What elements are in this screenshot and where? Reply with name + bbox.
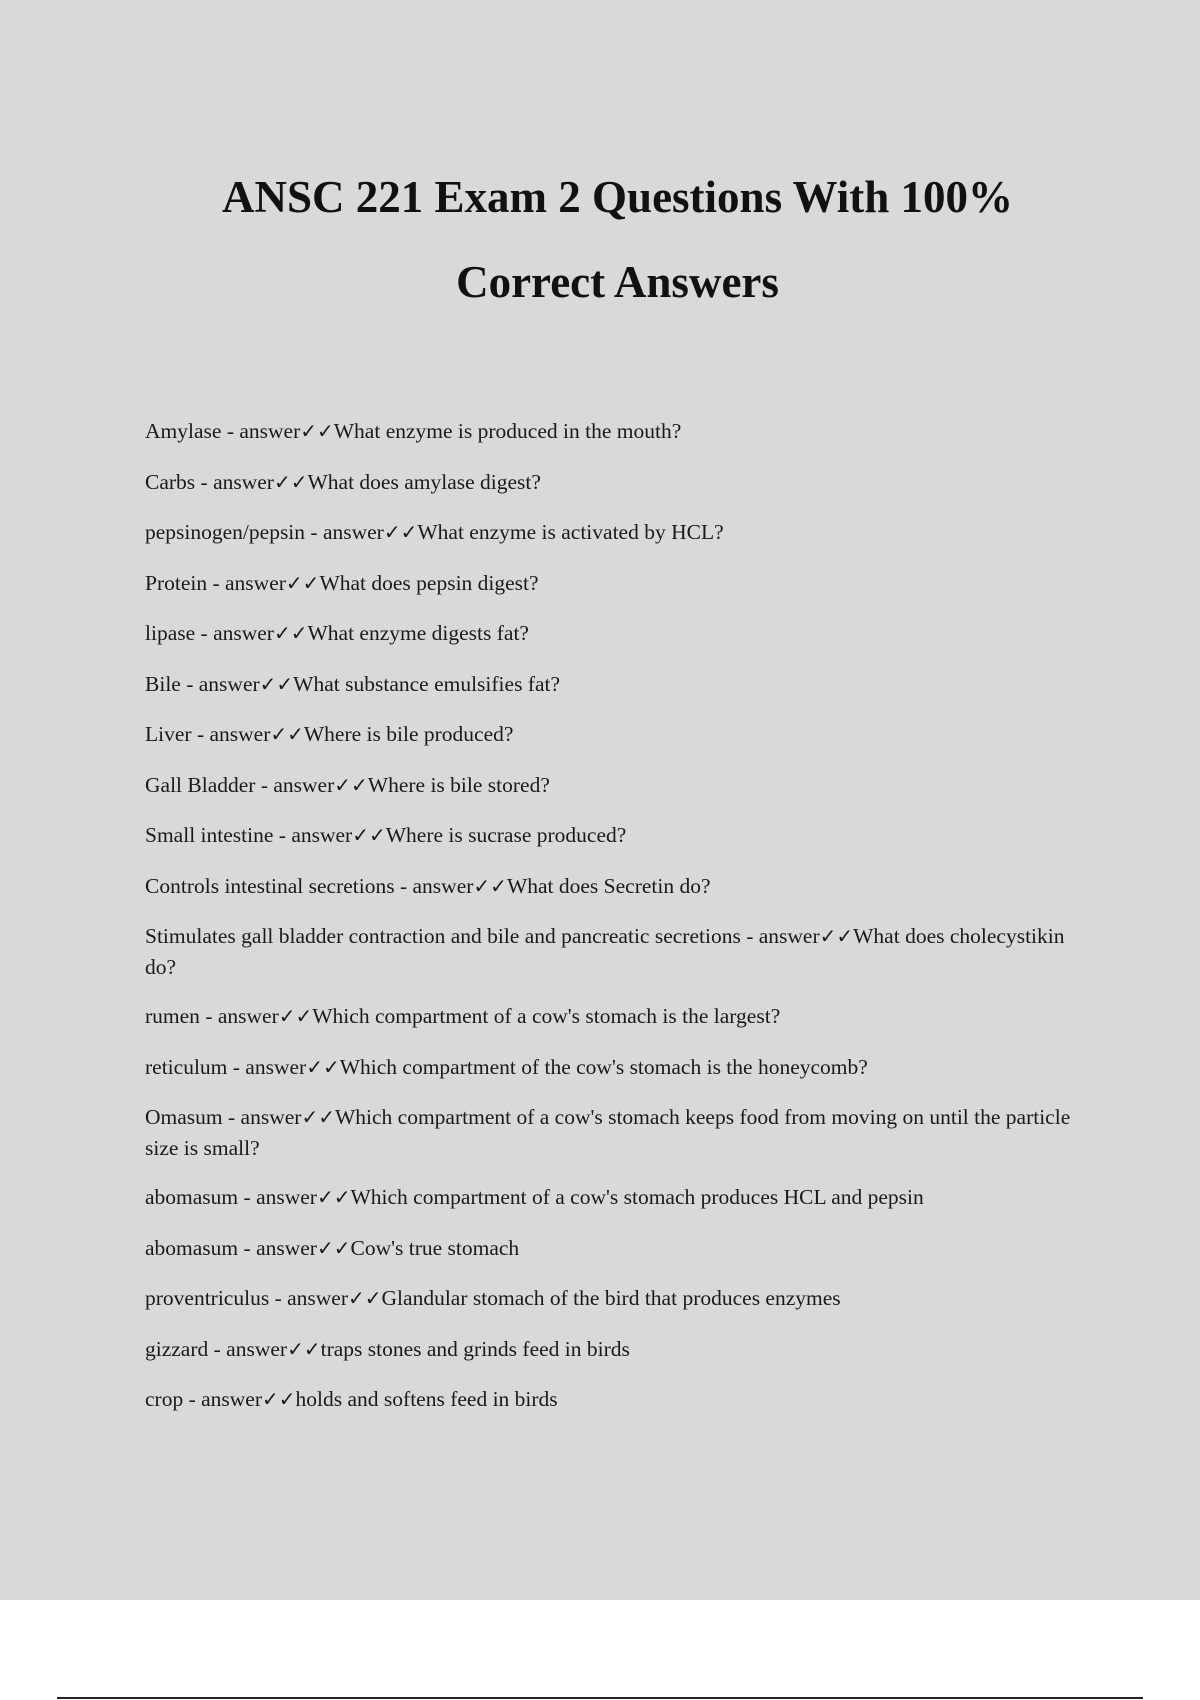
list-item xyxy=(145,1384,1080,1415)
question-text: What enzyme digests fat? xyxy=(307,621,529,645)
checkmark-icon: ✓✓ xyxy=(819,924,854,948)
checkmark-icon: ✓✓ xyxy=(383,520,418,544)
answer-text: Bile xyxy=(145,671,181,696)
answer-text: Liver xyxy=(145,722,192,746)
answer-text: Omasum xyxy=(145,1105,223,1129)
answer-separator: - answer xyxy=(227,1054,307,1079)
answer-text: Amylase xyxy=(145,419,222,443)
checkmark-icon: ✓✓ xyxy=(306,1054,340,1079)
list-item xyxy=(145,1233,1080,1264)
title-line-2: Correct Answers xyxy=(456,257,779,307)
checkmark-icon: ✓✓ xyxy=(273,469,308,494)
answer-separator: - answer xyxy=(273,823,353,847)
checkmark-icon: ✓✓ xyxy=(316,1235,351,1260)
checkmark-icon: ✓✓ xyxy=(270,722,304,746)
question-text: What does Secretin do? xyxy=(506,873,711,898)
answer-text: gizzard xyxy=(145,1336,209,1361)
question-text: What does cholecystikin do? xyxy=(145,924,1065,979)
list-item xyxy=(145,1182,1080,1213)
question-text: Where is sucrase produced? xyxy=(385,823,627,847)
list-item xyxy=(145,921,1080,983)
question-text: Which compartment of the cow's stomach is the honeycomb? xyxy=(339,1054,868,1079)
question-text: traps stones and grinds feed in birds xyxy=(320,1336,630,1361)
question-text: What enzyme is activated by HCL? xyxy=(417,520,724,544)
checkmark-icon: ✓✓ xyxy=(301,1105,335,1129)
checkmark-icon: ✓✓ xyxy=(334,772,368,797)
question-text: What enzyme is produced in the mouth? xyxy=(333,419,682,443)
answer-text: abomasum xyxy=(145,1235,239,1260)
title-line-1: ANSC 221 Exam 2 Questions With 100% xyxy=(222,172,1013,222)
list-item xyxy=(145,669,1080,700)
answer-separator: - answer xyxy=(238,1185,317,1209)
answer-text: Stimulates gall bladder contraction and bile and pancreatic secretions xyxy=(145,924,741,948)
list-item xyxy=(145,618,1080,649)
list-item xyxy=(145,517,1080,548)
answer-text: reticulum xyxy=(145,1054,228,1079)
answer-text: Protein xyxy=(145,570,208,595)
list-item xyxy=(145,568,1080,599)
list-item xyxy=(145,1102,1080,1164)
answer-text: abomasum xyxy=(145,1185,239,1209)
answer-text: proventriculus xyxy=(145,1286,270,1310)
question-text: Where is bile stored? xyxy=(367,772,550,797)
answer-separator: - answer xyxy=(183,1387,263,1411)
list-item xyxy=(145,770,1080,801)
answer-separator: - answer xyxy=(305,520,384,544)
checkmark-icon: ✓✓ xyxy=(259,671,294,696)
question-text: What does pepsin digest? xyxy=(319,570,539,595)
question-text: Glandular stomach of the bird that produces enzymes xyxy=(381,1286,841,1310)
answer-separator: - answer xyxy=(191,722,271,746)
answer-separator: - answer xyxy=(208,1336,288,1361)
answer-text: Controls intestinal secretions xyxy=(145,873,395,898)
answer-separator: - answer xyxy=(195,621,274,645)
question-text: What substance emulsifies fat? xyxy=(293,671,561,696)
answer-text: Carbs xyxy=(145,469,196,494)
answer-separator: - answer xyxy=(199,1004,279,1028)
answer-separator: - answer xyxy=(195,469,274,494)
checkmark-icon: ✓✓ xyxy=(278,1004,313,1028)
question-text: holds and softens feed in birds xyxy=(295,1387,558,1411)
checkmark-icon: ✓✓ xyxy=(273,621,308,645)
checkmark-icon: ✓✓ xyxy=(348,1286,382,1310)
answer-separator: - answer xyxy=(255,772,335,797)
list-item xyxy=(145,416,1080,447)
checkmark-icon: ✓✓ xyxy=(287,1336,321,1361)
question-text: Which compartment of a cow's stomach is the largest? xyxy=(312,1004,781,1028)
answer-separator: - answer xyxy=(394,873,474,898)
answer-separator: - answer xyxy=(269,1286,349,1310)
checkmark-icon: ✓✓ xyxy=(316,1185,351,1209)
answer-text: pepsinogen/pepsin xyxy=(145,520,306,544)
question-text: What does amylase digest? xyxy=(307,469,541,494)
footer-divider xyxy=(57,1697,1143,1699)
checkmark-icon: ✓✓ xyxy=(300,419,334,443)
list-item xyxy=(145,1001,1080,1032)
list-item xyxy=(145,1334,1080,1365)
list-item xyxy=(145,467,1080,498)
question-text: Which compartment of a cow's stomach keeps food from moving on until the particle size is small? xyxy=(145,1105,1071,1160)
checkmark-icon: ✓✓ xyxy=(262,1387,296,1411)
qa-list xyxy=(145,416,1080,1435)
checkmark-icon: ✓✓ xyxy=(285,570,320,595)
question-text: Cow's true stomach xyxy=(350,1235,520,1260)
answer-text: rumen xyxy=(145,1004,200,1028)
answer-separator: - answer xyxy=(180,671,260,696)
answer-text: crop xyxy=(145,1387,184,1411)
answer-text: lipase xyxy=(145,621,196,645)
list-item xyxy=(145,820,1080,851)
checkmark-icon: ✓✓ xyxy=(473,873,507,898)
answer-text: Small intestine xyxy=(145,823,274,847)
list-item xyxy=(145,1052,1080,1083)
question-text: Which compartment of a cow's stomach produces HCL and pepsin xyxy=(350,1185,924,1209)
answer-text: Gall Bladder xyxy=(145,772,256,797)
document-title xyxy=(0,155,1200,325)
list-item xyxy=(145,871,1080,902)
answer-separator: - answer xyxy=(222,1105,302,1129)
answer-separator: - answer xyxy=(238,1235,317,1260)
answer-separator: - answer xyxy=(207,570,286,595)
list-item xyxy=(145,1283,1080,1314)
question-text: Where is bile produced? xyxy=(303,722,514,746)
answer-separator: - answer xyxy=(740,924,820,948)
list-item xyxy=(145,719,1080,750)
answer-separator: - answer xyxy=(221,419,301,443)
checkmark-icon: ✓✓ xyxy=(352,823,386,847)
